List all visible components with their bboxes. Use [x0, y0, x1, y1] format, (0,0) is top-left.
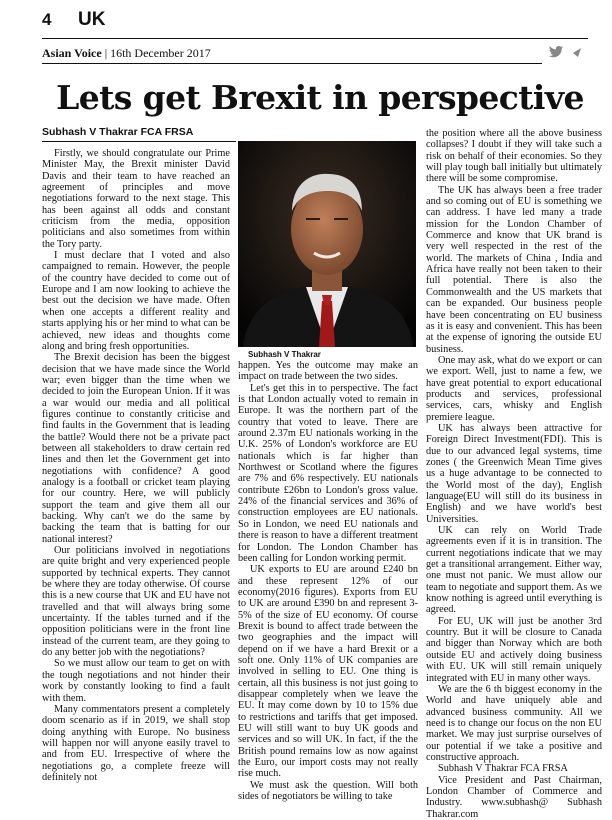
issue-date: 16th December 2017: [110, 46, 211, 60]
paragraph: Subhash V Thakrar FCA FRSA: [438, 763, 568, 775]
paragraph: happen. Yes the outcome may make an impact on trade between the two sides.: [238, 360, 418, 383]
paragraph: We must ask the question. Will both sides of negotiators be willing to take: [238, 779, 418, 803]
issue-line: [42, 46, 211, 61]
article-photo: [238, 141, 416, 347]
paragraph: For EU, UK will just be another 3rd country. But it will be closure to Canada and bigger than Norway which are both outside EU and actively doing business with EU. UK will still remain uniquely integrated with EU in many other ways.: [426, 615, 602, 684]
paragraph: UK exports to EU are around £240 bn and these represent 12% of our economy(2016 figures). Exports from EU to UK are around £390 bn and represent 3-5% of the size of EU economy. Of course Brexit is bound to affect trade between the two geographies and the impact will depend on if we have a hard Brexit or a soft one. Only 11% of UK companies are involved in selling to EU. One thing is certain, all this business is not just going to disappear completely when we leave the EU. It may come down by 10 to 15% due to restrictions and tariffs that get imposed. EU will still want to buy UK goods and services and so will UK. In fact, if the the British pound remains low as now against the Euro, our import costs may not really rise much.: [238, 564, 418, 780]
byline: Subhash V Thakrar FCA FRSA: [42, 126, 194, 138]
paragraph: The Brexit decision has been the biggest decision that we have made since the World war; even bigger than the time when we decided to join the European Union. If it was a war would our media and all political figures continue to constantly criticise and find faults in the Government that is leading the battle? Would there not be a private pact between all stakeholders to draw certain red lines and then let the Government get into negotiations with confidence? A good analogy is a football or cricket team playing for our country. Here, we will publicly support the team and give them all our backing. Why can't we do the same by backing the team that is batting for our national interest?: [42, 352, 230, 545]
paragraph: Many commentators present a completely doom scenario as if in 2019, we shall stop doing anything with Europe. No business will happen nor will anyone easily travel to and from EU. Irrespective of where the negotiations go, a complete freeze will definitely not: [42, 703, 230, 783]
paragraph: So we must allow our team to get on with the tough negotiations and not hinder their work by constantly looking to find a fault with them.: [42, 658, 230, 704]
headline: Lets get Brexit in perspective: [56, 78, 584, 117]
paragraph: Our politicians involved in negotiations are quite bright and very experienced people supported by technical experts. They cannot be where they are today otherwise. Of course this is a new course that UK and EU have not travelled and that will always bring some uncertainty. If the tables turned and if the opposition politicians were in the front line instead of the current team, are they going to do any better job with the negotiations?: [42, 545, 230, 659]
paragraph: Firstly, we should congratulate our Prime Minister May, the Brexit minister David Davis and their team to have reached an agreement of principles and move negotiations forward to the next stage. This has been against all odds and constant criticism from the media, opposition politicians and also sometimes from within the Tory party.: [42, 148, 230, 250]
page-number: 4: [42, 10, 52, 29]
header-rule-bottom: [42, 63, 542, 64]
paragraph: UK has always been attractive for Foreign Direct Investment(FDI). This is due to our advanced legal systems, time zones ( the Greenwich Mean Time gives us a huge advantage to be connected to the World most of the day), English language(EU will still do its business in English) and we have world's best Universities.: [426, 422, 602, 525]
section-label: UK: [78, 9, 106, 30]
share-icon[interactable]: [570, 45, 584, 62]
paragraph: UK can rely on World Trade agreements even if it is in transition. The current negotiations indicate that we may get a transitional arrangement. Either way, one must not panic. We must allow our team to negotiate and support them. As we know nothing is agreed until everything is agreed.: [426, 525, 602, 616]
photo-caption: Subhash V Thakrar: [248, 350, 321, 359]
byline-rule: [42, 141, 236, 142]
paragraph: I must declare that I voted and also campaigned to remain. However, the people of the country have decided to come out of Europe and I am now looking to achieve the best out the decision we have made. Often when one accepts a different reality and starts applying his or her mind to what can be achieved, new ideas and thoughts come along and bring fresh opportunities.: [42, 250, 230, 352]
twitter-icon[interactable]: [548, 45, 564, 62]
article-column-1: [42, 148, 230, 796]
paragraph: Let's get this in to perspective. The fact is that London actually voted to remain in Europe. It was the northern part of the country that voted to leave. There are around 2.37m EU nationals working in the U.K. 25% of London's workforce are EU nationals which is far higher than Northwest or Scotland where the figures are 7% and 6% respectively. EU nationals contribute £26bn to London's gross value. 24% of the financial services and 36% of construction employees are EU nationals. So in London, we need EU nationals and there is reason to have a different treatment for London. The London Chamber has been calling for London working permit.: [238, 382, 418, 564]
article-column-3: [426, 128, 602, 820]
publication-name: Asian Voice: [42, 46, 102, 60]
paragraph: One may ask, what do we export or can we export. Well, just to name a few, we have great potential to export educational products and services, professional services, cars, whisky and English premiere league.: [426, 354, 602, 423]
article-column-2: [238, 360, 418, 803]
paragraph: The UK has always been a free trader and so coming out of EU is something we can address. I have led many a trade mission for the London Chamber of Commerce and know that UK brand is very well respected in the rest of the world. The markets of China , India and Africa have really not been taken to their full potential. There is also the Commonwealth and the US markets that can be expanded. Our business people have been concentrating on EU business as it is easy and convenient. This has been at the expense of ignoring the outside EU business.: [426, 184, 602, 355]
paragraph: We are the 6 th biggest economy in the World and have uniquely able and advanced business community. All we need is to change our focus on the non EU market. We may just surprise ourselves of our potential if we take a positive and constructive approach.: [426, 683, 602, 763]
header-rule-top: [42, 38, 588, 39]
paragraph: Vice President and Past Chairman, London Chamber of Commerce and Industry. www.subhash@ Subhash Thakrar.com: [426, 774, 602, 820]
issue-separator: |: [104, 46, 108, 60]
social-icons: [548, 42, 606, 64]
paragraph: the position where all the above business collapses? I doubt if they will take such a risk on behalf of their economies. So they will play tough ball initially but ultimately there will be some compromise.: [426, 128, 602, 185]
